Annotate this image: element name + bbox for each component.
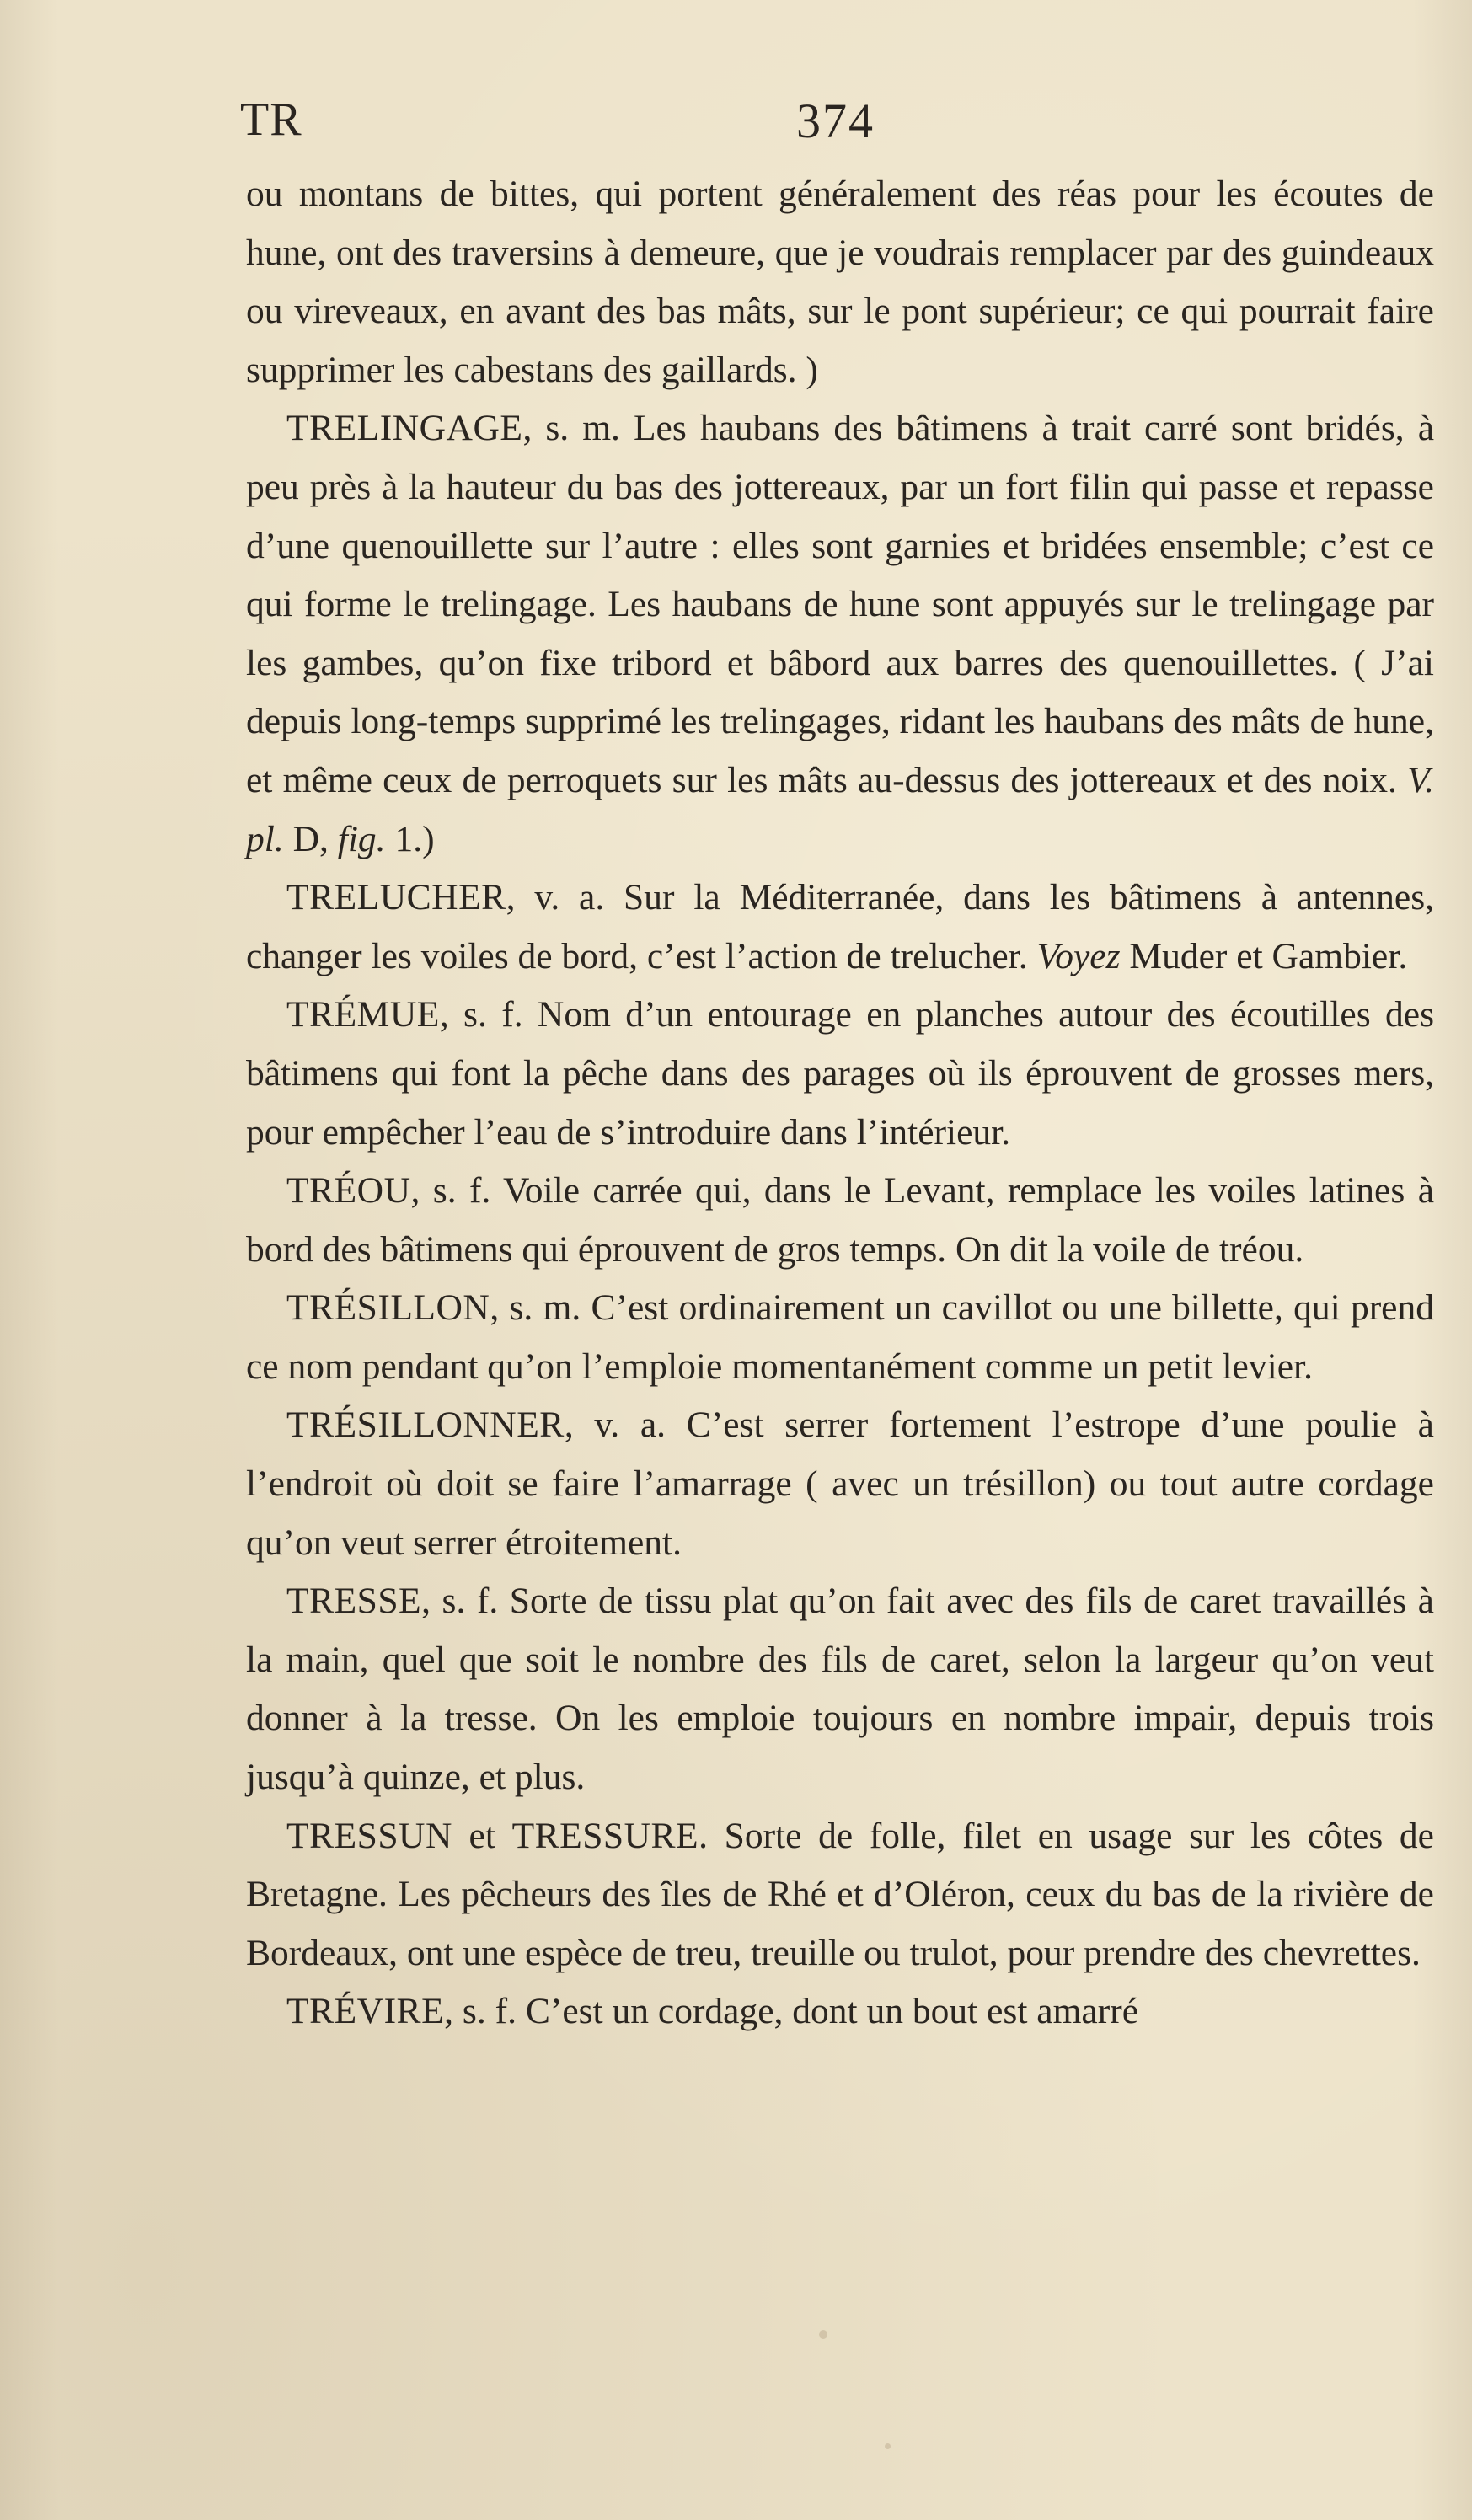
headword-second: TRESSURE [511,1815,699,1856]
entry-text: , s. m. C’est ordinairement un cavillot ou une billette, qui prend ce nom pendant qu’on l’emploie momentanément comme un petit levier. [246,1287,1434,1387]
dictionary-text [246,165,1434,2041]
headword: TRÉOU [286,1170,411,1212]
running-head-letters: TR [240,94,302,146]
headword: TRÉSILLON [286,1287,490,1329]
entry-text: , s. f. Voile carrée qui, dans le Levant, remplace les voiles latines à bord des bâtimens qui éprouvent de gros temps. On dit la voile de tréou. [246,1170,1434,1270]
entry-trelucher [246,869,1434,986]
entry-text: . Sorte de folle, filet en usage sur les côtes de Bretagne. Les pêcheurs des îles de Rhé et d’Oléron, ceux du bas de la rivière de Bordeaux, ont une espèce de treu, treuille ou trulot, pour prendre des chevrettes. [246,1815,1434,1973]
page-number: 374 [796,94,875,148]
entry-tremue [246,986,1434,1162]
continued-paragraph [246,165,1434,399]
figure-number: 1.) [385,818,435,859]
plate-letter: D, [283,818,338,859]
entry-tressun [246,1807,1434,1983]
paper-stain [819,2330,827,2339]
paper-stain [885,2443,891,2449]
headword: TRELUCHER [286,877,506,918]
headword: TRÉVIRE [286,1991,445,2032]
entry-trevire [246,1982,1434,2041]
headword: TRESSE [286,1581,422,1622]
headword: TRESSUN [286,1815,452,1856]
headword: TRÉMUE [286,994,440,1035]
entry-text: , s. f. C’est un cordage, dont un bout est amarré [444,1991,1139,2032]
cross-reference-label: Voyez [1036,935,1121,976]
entry-tresse [246,1572,1434,1806]
entry-text: , v. a. Sur la Méditerranée, dans les bâtimens à antennes, changer les voiles de bord, c’est l’action de trelucher. [246,877,1434,976]
entry-text: , v. a. C’est serrer fortement l’estrope d’une poulie à l’endroit où doit se faire l’amarrage ( avec un trésillon) ou tout autre cordage qu’on veut serrer étroitement. [246,1404,1434,1563]
plate-reference: V. pl. [246,759,1434,859]
conjunction: et [452,1815,512,1856]
headword: TRELINGAGE [286,408,523,449]
entry-tresillon [246,1279,1434,1396]
entry-trelingage [246,399,1434,869]
entry-treou [246,1162,1434,1279]
paragraph-text: ou montans de bittes, qui portent généralement des réas pour les écoutes de hune, ont des traversins à demeure, que je voudrais remplacer par des guindeaux ou vireveaux, en avant des bas mâts, sur le pont supérieur; ce qui pourrait faire supprimer les cabestans des gaillards. ) [246,174,1434,390]
cross-reference-targets: Muder et Gambier. [1120,935,1408,976]
entry-text: , s. f. Sorte de tissu plat qu’on fait avec des fils de caret travaillés à la main, quel que soit le nombre des fils de caret, selon la largeur qu’on veut donner à la tresse. On les emploie toujours en nombre impair, depuis trois jusqu’à quinze, et plus. [246,1581,1434,1798]
entry-tresillonner [246,1396,1434,1572]
entry-text: , s. f. Nom d’un entourage en planches autour des écoutilles des bâtimens qui font la pêche dans des parages où ils éprouvent de grosses mers, pour empêcher l’eau de s’introduire dans l’intérieur. [246,994,1434,1153]
running-head [240,93,1437,152]
entry-text: , s. m. Les haubans des bâtimens à trait carré sont bridés, à peu près à la hauteur du bas des jottereaux, par un fort filin qui passe et repasse d’une quenouillette sur l’autre : elles sont garnies et bridées ensemble; c’est ce qui forme le trelingage. Les haubans de hune sont appuyés sur le trelingage par les gambes, qu’on fixe tribord et bâbord aux barres des quenouillettes. ( J’ai depuis long-temps supprimé les trelingages, ridant les haubans des mâts de hune, et même ceux de perroquets sur les mâts au-dessus des jottereaux et des noix. [246,408,1434,800]
figure-label: fig. [337,818,386,859]
headword: TRÉSILLONNER [286,1404,565,1446]
